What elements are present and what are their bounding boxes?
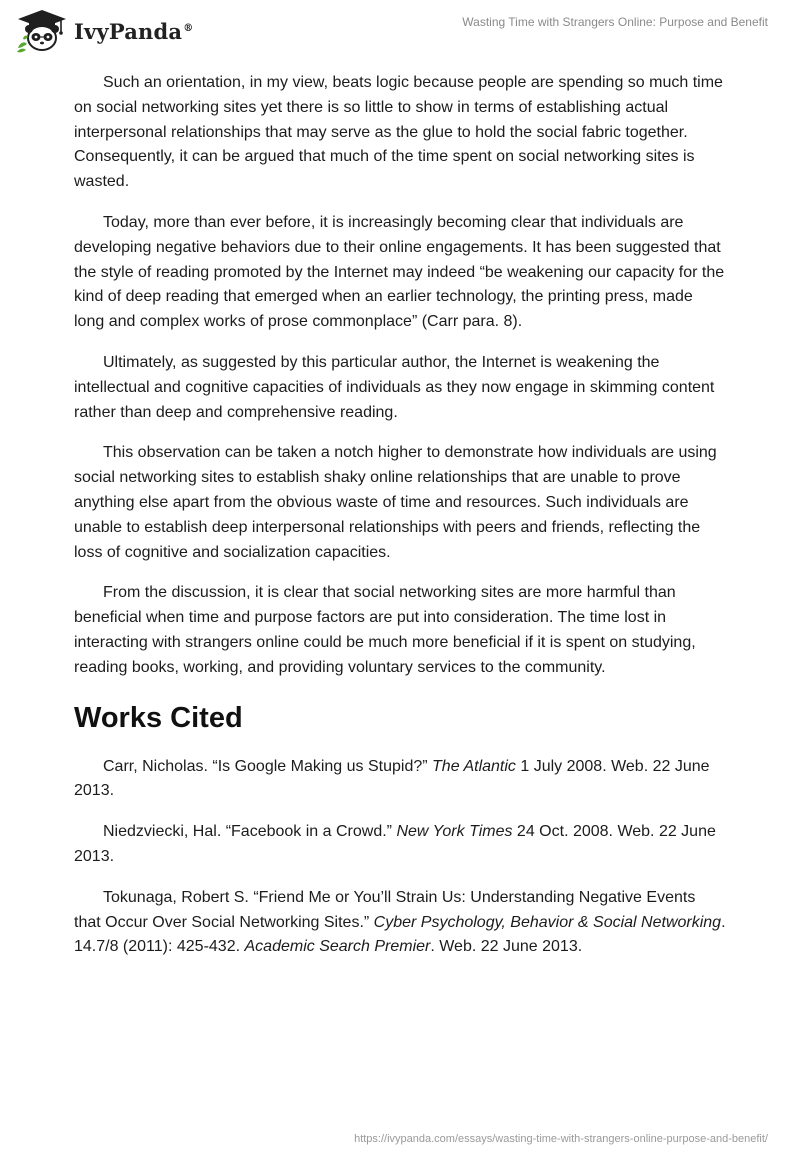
essay-content [74, 71, 726, 976]
citation-source-title: The Atlantic [432, 757, 516, 775]
brand-name: IvyPanda® [74, 18, 194, 44]
source-url[interactable]: https://ivypanda.com/essays/wasting-time-with-strangers-online-purpose-and-benefit/ [354, 1133, 768, 1145]
body-paragraph: This observation can be taken a notch higher to demonstrate how individuals are using social networking sites to establish shaky online relationships that are unable to prove anything else apart from the obvious waste of time and resources. Such individuals are unable to establish deep interpersonal relationships with peers and friends, reflecting the loss of cognitive and socialization capacities. [74, 444, 717, 561]
citation-text: Niedzviecki, Hal. “Facebook in a Crowd.” [103, 823, 397, 841]
citation-entry [74, 755, 726, 805]
citation-source-title: New York Times [396, 823, 513, 841]
citation-text: . Web. 22 June 2013. [430, 938, 583, 956]
citation-entry [74, 820, 726, 870]
registered-mark: ® [183, 22, 194, 34]
citation-text: 24 Oct. 2008. Web. 22 June 2013. [74, 823, 716, 865]
citation-text: Carr, Nicholas. “Is Google Making us Stupid?” [103, 757, 433, 775]
page-header [0, 0, 800, 60]
panda-graduation-cap-icon [14, 8, 70, 54]
citation-source-title: Cyber Psychology, Behavior & Social Networking [373, 913, 722, 931]
citation-text: . 14.7/8 (2011): 425-432. [74, 913, 726, 956]
citation-text: 1 July 2008. Web. 22 June 2013. [74, 757, 710, 800]
body-paragraph: Such an orientation, in my view, beats logic because people are spending so much time on social networking sites yet there is so little to show in terms of establishing actual interpersonal relationships that may serve as the glue to hold the social fabric together. Consequently, it can be argued that much of the time spent on social networking sites is wasted. [74, 74, 723, 191]
body-paragraph: Ultimately, as suggested by this particular author, the Internet is weakening the intellectual and cognitive capacities of individuals as they now engage in skimming content rather than deep and comprehensive reading. [74, 353, 715, 421]
works-cited-heading: Works Cited [74, 701, 243, 734]
body-paragraph: From the discussion, it is clear that social networking sites are more harmful than beneficial when time and purpose factors are put into consideration. The time lost in interacting with strangers online could be much more beneficial if it is spent on studying, reading books, working, and providing voluntary services to the community. [74, 584, 696, 676]
brand-logo[interactable] [14, 8, 193, 54]
document-title: Wasting Time with Strangers Online: Purpose and Benefit [462, 15, 768, 29]
body-paragraph: Today, more than ever before, it is increasingly becoming clear that individuals are developing negative behaviors due to their online engagements. It has been suggested that the style of reading promoted by the Internet may indeed “be weakening our capacity for the kind of deep reading that emerged when an earlier technology, the printing press, made long and complex works of prose commonplace” (Carr para. 8). [74, 213, 725, 331]
citation-entry [74, 886, 726, 960]
citation-database-title: Academic Search Premier [244, 938, 431, 956]
citation-text: Tokunaga, Robert S. “Friend Me or You’ll Strain Us: Understanding Negative Events that Occur Over Social Networking Sites.” [74, 888, 696, 931]
